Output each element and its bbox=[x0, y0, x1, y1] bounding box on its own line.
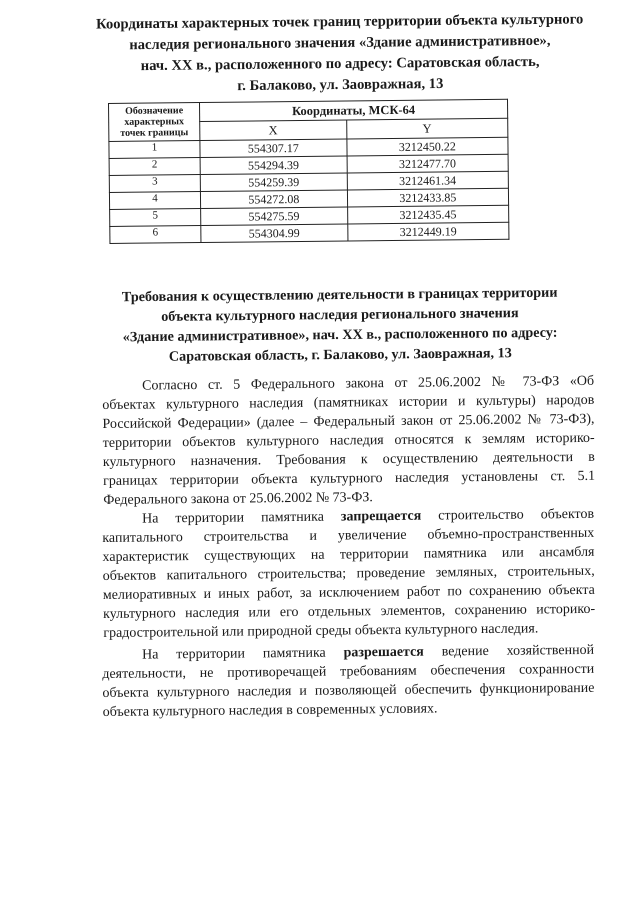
point-column-header bbox=[109, 103, 200, 142]
paragraph-line: объектов капитального строительства; проведение земляных, строительных, bbox=[102, 563, 595, 584]
paragraph-line: градостроительной или природной среды объекта культурного наследия. bbox=[103, 621, 539, 641]
table-row bbox=[110, 222, 509, 243]
coordinates-title bbox=[70, 9, 611, 99]
paragraph-line: Федерального закона от 25.06.2002 № 73-ФЗ. bbox=[103, 490, 373, 508]
paragraph-line: культурного назначения. Требования к осуществлению деятельности в bbox=[102, 449, 595, 470]
y-cell: 3212461.34 bbox=[347, 171, 509, 190]
x-cell: 554294.39 bbox=[200, 156, 347, 175]
y-cell: 3212477.70 bbox=[347, 154, 509, 173]
paragraph-line: объекта культурного наследия в современных условиях. bbox=[102, 701, 438, 720]
y-cell: 3212450.22 bbox=[347, 137, 509, 156]
y-cell: 3212435.45 bbox=[347, 205, 509, 224]
paragraph-line: границах территории объекта культурного наследия установлены ст. 5.1 bbox=[103, 468, 596, 489]
header-line: характерных bbox=[124, 116, 185, 128]
point-cell: 6 bbox=[110, 226, 201, 244]
point-cell: 1 bbox=[109, 141, 200, 159]
title-line: наследия регионального значения «Здание административное», bbox=[129, 32, 551, 54]
paragraph-line: объекта культурного наследия и позволяющей обеспечить функционирование bbox=[102, 680, 595, 701]
x-cell: 554272.08 bbox=[200, 190, 347, 209]
paragraph-legal-basis bbox=[102, 372, 595, 510]
line-suffix: строительство объектов bbox=[438, 506, 595, 524]
keyword-prohibited: запрещается bbox=[340, 508, 422, 525]
point-cell: 4 bbox=[109, 192, 200, 210]
x-cell: 554307.17 bbox=[200, 139, 347, 158]
x-header: X bbox=[200, 120, 347, 141]
paragraph-line: характеристик существующих на территории памятника или ансамбля bbox=[102, 544, 595, 565]
line-prefix: На территории памятника bbox=[142, 509, 325, 527]
title-line: «Здание административное», нач. XX в., расположенного по адресу: bbox=[122, 324, 558, 346]
y-cell: 3212433.85 bbox=[347, 188, 509, 207]
title-line: объекта культурного наследия регионального значения bbox=[161, 305, 519, 325]
keyword-permitted: разрешается bbox=[343, 644, 424, 661]
paragraph-line: капитального строительства и увеличение объемно-пространственных bbox=[102, 525, 595, 546]
paragraph-line: объектах культурного наследия (памятниках истории и культуры) народов bbox=[102, 392, 595, 413]
title-line: Координаты характерных точек границ территории объекта культурного bbox=[95, 11, 584, 33]
y-cell: 3212449.19 bbox=[347, 222, 509, 241]
point-cell: 3 bbox=[109, 175, 200, 193]
title-line: г. Балаково, ул. Заовражная, 13 bbox=[237, 75, 444, 95]
y-header: Y bbox=[346, 118, 508, 139]
paragraph-line: деятельности, не противоречащей требованиям обеспечения сохранности bbox=[102, 661, 595, 682]
header-line: Обозначение bbox=[124, 105, 184, 117]
paragraph-line: культурного наследия или его отдельных элементов, сохранению историко- bbox=[103, 601, 596, 622]
x-cell: 554304.99 bbox=[201, 224, 348, 243]
paragraph-line: Российской Федерации» (далее – Федеральный закон от 25.06.2002 № 73-ФЗ), bbox=[102, 411, 595, 432]
requirements-title bbox=[80, 282, 601, 367]
title-line: Саратовская область, г. Балаково, ул. Заовражная, 13 bbox=[168, 345, 512, 365]
paragraph-permitted bbox=[102, 641, 595, 722]
title-line: нач. XX в., расположенного по адресу: Саратовская область, bbox=[140, 53, 540, 75]
line-prefix: На территории памятника bbox=[142, 645, 326, 663]
coordinates-table bbox=[108, 99, 509, 244]
x-cell: 554259.39 bbox=[200, 173, 347, 192]
x-cell: 554275.59 bbox=[201, 207, 348, 226]
coordinates-header: Координаты, МСК-64 bbox=[200, 99, 508, 121]
paragraph-line: территории объектов культурного наследия относятся к землям историко- bbox=[102, 430, 595, 451]
point-cell: 2 bbox=[109, 158, 200, 176]
line-suffix: ведение хозяйственной bbox=[441, 642, 595, 660]
paragraph-prohibited bbox=[102, 505, 595, 643]
header-line: точек границы bbox=[120, 127, 189, 139]
paragraph-line: Согласно ст. 5 Федерального закона от 25.06.2002 № 73-ФЗ «Об bbox=[142, 373, 595, 394]
paragraph-line: мелиоративных и иных работ, за исключением работ по сохранению объекта bbox=[102, 582, 595, 603]
point-cell: 5 bbox=[110, 209, 201, 227]
title-line: Требования к осуществлению деятельности в границах территории bbox=[121, 284, 558, 306]
